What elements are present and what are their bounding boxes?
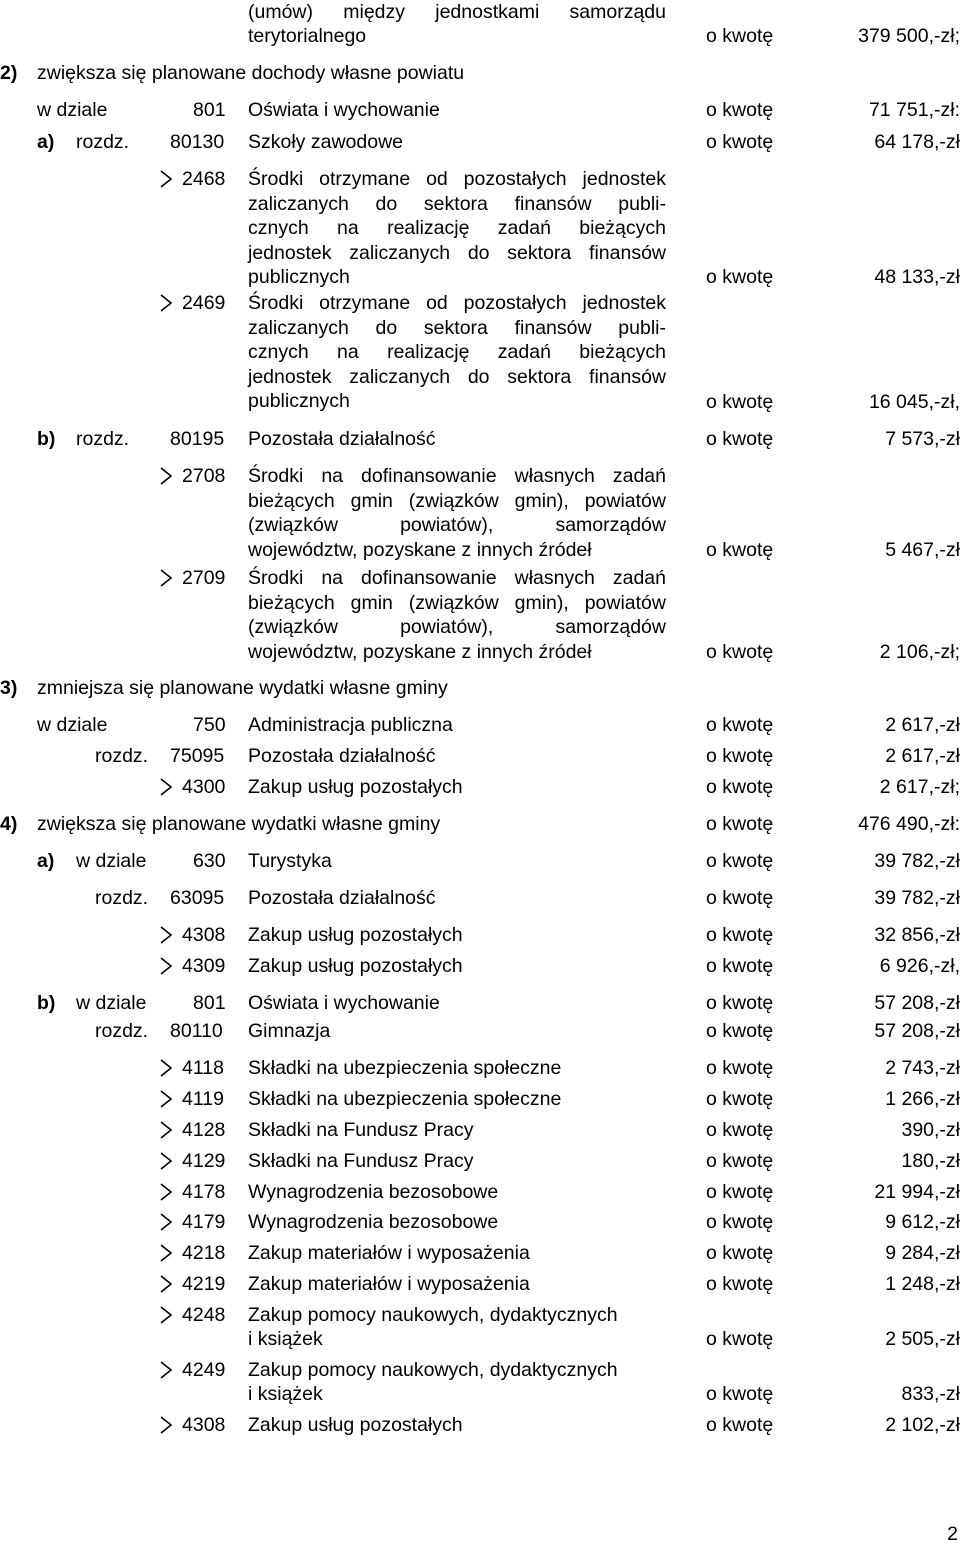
item-name: Zakup usług pozostałych bbox=[248, 955, 463, 977]
item-amount: 9 612,-zł bbox=[885, 1211, 960, 1233]
s2-title: zwiększa się planowane dochody własne powiatu bbox=[37, 62, 465, 84]
item-code: 4309 bbox=[182, 955, 226, 977]
p2709-line: województw, pozyskane z innych źródeł bbox=[248, 640, 592, 663]
p2469-line: publicznych bbox=[248, 390, 350, 413]
p4249-kwota: o kwotę bbox=[706, 1383, 774, 1405]
s2b-kwota: o kwotę bbox=[706, 428, 774, 450]
p4300-kwota: o kwotę bbox=[706, 776, 774, 798]
p4248-amount: 2 505,-zł bbox=[885, 1328, 960, 1350]
p2468-line: Środki otrzymane od pozostałych jednostek bbox=[248, 168, 666, 190]
s2-dzial-amount: 71 751,-zł: bbox=[868, 99, 960, 121]
s4a-amount: 39 782,-zł bbox=[874, 850, 960, 872]
arrow-bullet-icon bbox=[160, 923, 172, 947]
item-amount: 1 248,-zł bbox=[885, 1273, 960, 1295]
s2-dzial-label: w dziale bbox=[37, 99, 108, 121]
s2a-label: a) bbox=[37, 131, 55, 153]
s4b-label: b) bbox=[37, 992, 56, 1014]
item-code: 4219 bbox=[182, 1273, 226, 1295]
item-code: 4218 bbox=[182, 1242, 226, 1264]
s4-title: zwiększa się planowane wydatki własne gminy bbox=[37, 813, 441, 835]
p2708-amount: 5 467,-zł bbox=[885, 539, 960, 561]
p2709-line: Środki na dofinansowanie własnych zadań bbox=[248, 567, 666, 589]
item-amount: 9 284,-zł bbox=[885, 1242, 960, 1264]
arrow-bullet-icon bbox=[160, 1180, 172, 1204]
p2468-line: jednostek zaliczanych do sektora finansów bbox=[248, 241, 666, 264]
s2-dzial-kwota: o kwotę bbox=[706, 99, 774, 121]
item-name: Składki na ubezpieczenia społeczne bbox=[248, 1057, 562, 1079]
s3-title: zmniejsza się planowane wydatki własne gminy bbox=[37, 677, 448, 699]
arrow-bullet-icon bbox=[160, 566, 172, 590]
s3-dzial-code: 750 bbox=[193, 714, 226, 736]
item-amount: 32 856,-zł bbox=[874, 924, 960, 946]
arrow-bullet-icon bbox=[160, 1056, 172, 1080]
s3-dzial-label: w dziale bbox=[37, 714, 108, 736]
item-code: 4119 bbox=[182, 1088, 224, 1110]
s3-dzial-kwota: o kwotę bbox=[706, 714, 774, 736]
p2468-line: publicznych bbox=[248, 266, 350, 289]
arrow-bullet-icon bbox=[160, 1210, 172, 1234]
s2-dzial-name: Oświata i wychowanie bbox=[248, 99, 440, 121]
s4b-rozdz-label: rozdz. bbox=[95, 1020, 149, 1042]
p2708-line: Środki na dofinansowanie własnych zadań bbox=[248, 465, 666, 487]
item-kwota: o kwotę bbox=[706, 1273, 774, 1295]
item-name: Składki na Fundusz Pracy bbox=[248, 1119, 474, 1141]
p4308b-kwota: o kwotę bbox=[706, 1414, 774, 1436]
arrow-bullet-icon bbox=[160, 1087, 172, 1111]
s3-rozdz-code: 75095 bbox=[170, 745, 225, 767]
top-line-2: terytorialnego bbox=[248, 25, 367, 47]
p2468-code: 2468 bbox=[182, 168, 226, 190]
arrow-bullet-icon bbox=[160, 1272, 172, 1296]
item-name: Zakup materiałów i wyposażenia bbox=[248, 1242, 530, 1264]
arrow-bullet-icon bbox=[160, 1241, 172, 1265]
arrow-bullet-icon bbox=[160, 1303, 172, 1327]
s4a-code: 630 bbox=[193, 850, 226, 872]
item-name: Wynagrodzenia bezosobowe bbox=[248, 1211, 499, 1233]
s2a-rozdz: rozdz. bbox=[76, 131, 130, 153]
p2708-line: (związków powiatów), samorządów bbox=[248, 514, 666, 537]
p4248-code: 4248 bbox=[182, 1304, 226, 1326]
s3-dzial-name: Administracja publiczna bbox=[248, 714, 453, 736]
item-kwota: o kwotę bbox=[706, 1181, 774, 1203]
p2709-line: (związków powiatów), samorządów bbox=[248, 616, 666, 639]
p4308b-amount: 2 102,-zł bbox=[885, 1414, 960, 1436]
s4b-rozdz-amount: 57 208,-zł bbox=[874, 1020, 960, 1042]
item-kwota: o kwotę bbox=[706, 1150, 774, 1172]
s4a-rozdz-name: Pozostała działalność bbox=[248, 887, 436, 909]
s4b-dzial: w dziale bbox=[76, 992, 147, 1014]
page-number: 2 bbox=[947, 1523, 958, 1545]
p2469-line: zaliczanych do sektora finansów publi- bbox=[248, 316, 666, 339]
s4b-rozdz-code: 80110 bbox=[170, 1020, 223, 1042]
item-amount: 1 266,-zł bbox=[885, 1088, 960, 1110]
s4-amount: 476 490,-zł: bbox=[858, 813, 960, 835]
p2468-line: cznych na realizację zadań bieżących bbox=[248, 217, 666, 240]
item-amount: 180,-zł bbox=[901, 1150, 960, 1172]
p2469-line: jednostek zaliczanych do sektora finansów bbox=[248, 365, 666, 388]
p4300-code: 4300 bbox=[182, 776, 226, 798]
p2709-kwota: o kwotę bbox=[706, 641, 774, 663]
s2b-amount: 7 573,-zł bbox=[885, 428, 960, 450]
p2468-line: zaliczanych do sektora finansów publi- bbox=[248, 192, 666, 215]
s4a-rozdz-amount: 39 782,-zł bbox=[874, 887, 960, 909]
p2469-line: Środki otrzymane od pozostałych jednostek bbox=[248, 292, 666, 314]
p2469-text bbox=[248, 291, 666, 414]
s4a-dzial: w dziale bbox=[76, 850, 147, 872]
arrow-bullet-icon bbox=[160, 954, 172, 978]
item-amount: 21 994,-zł bbox=[874, 1181, 960, 1203]
s2-number: 2) bbox=[0, 62, 18, 84]
p4308b-code: 4308 bbox=[182, 1414, 226, 1436]
s2a-amount: 64 178,-zł bbox=[874, 131, 960, 153]
s4a-rozdz-kwota: o kwotę bbox=[706, 887, 774, 909]
p4248-kwota: o kwotę bbox=[706, 1328, 774, 1350]
top-line-1: (umów) między jednostkami samorządu bbox=[248, 1, 666, 23]
arrow-bullet-icon bbox=[160, 464, 172, 488]
p4249-code: 4249 bbox=[182, 1359, 226, 1381]
s2a-code: 80130 bbox=[170, 131, 225, 153]
item-name: Zakup materiałów i wyposażenia bbox=[248, 1273, 530, 1295]
item-name: Składki na Fundusz Pracy bbox=[248, 1150, 474, 1172]
p2468-text bbox=[248, 167, 666, 290]
top-kwota-label: o kwotę bbox=[706, 25, 774, 47]
item-code: 4118 bbox=[182, 1057, 224, 1079]
arrow-bullet-icon bbox=[160, 1358, 172, 1382]
s3-rozdz-amount: 2 617,-zł bbox=[885, 745, 960, 767]
p4300-amount: 2 617,-zł; bbox=[879, 776, 960, 798]
s4b-kwota: o kwotę bbox=[706, 992, 774, 1014]
s4-number: 4) bbox=[0, 813, 18, 835]
item-kwota: o kwotę bbox=[706, 1119, 774, 1141]
p4300-name: Zakup usług pozostałych bbox=[248, 776, 463, 798]
item-kwota: o kwotę bbox=[706, 1242, 774, 1264]
s4b-name: Oświata i wychowanie bbox=[248, 992, 440, 1014]
item-kwota: o kwotę bbox=[706, 955, 774, 977]
s3-number: 3) bbox=[0, 677, 18, 699]
p4249-line-1: Zakup pomocy naukowych, dydaktycznych bbox=[248, 1359, 618, 1381]
s2a-name: Szkoły zawodowe bbox=[248, 131, 403, 153]
item-kwota: o kwotę bbox=[706, 924, 774, 946]
p2709-text bbox=[248, 566, 666, 664]
item-name: Składki na ubezpieczenia społeczne bbox=[248, 1088, 562, 1110]
s4a-rozdz-code: 63095 bbox=[170, 887, 225, 909]
p2708-line: województw, pozyskane z innych źródeł bbox=[248, 538, 592, 561]
p4249-amount: 833,-zł bbox=[901, 1383, 960, 1405]
item-kwota: o kwotę bbox=[706, 1057, 774, 1079]
s3-rozdz-kwota: o kwotę bbox=[706, 745, 774, 767]
top-amount: 379 500,-zł; bbox=[858, 25, 960, 47]
item-amount: 2 743,-zł bbox=[885, 1057, 960, 1079]
s3-rozdz-name: Pozostała działalność bbox=[248, 745, 436, 767]
item-code: 4308 bbox=[182, 924, 226, 946]
p2708-code: 2708 bbox=[182, 465, 226, 487]
s3-rozdz-label: rozdz. bbox=[95, 745, 149, 767]
p4248-line-2: i książek bbox=[248, 1328, 323, 1350]
s4a-label: a) bbox=[37, 850, 55, 872]
arrow-bullet-icon bbox=[160, 1149, 172, 1173]
p4248-line-1: Zakup pomocy naukowych, dydaktycznych bbox=[248, 1304, 618, 1326]
item-amount: 6 926,-zł, bbox=[879, 955, 960, 977]
p2469-amount: 16 045,-zł, bbox=[868, 391, 960, 413]
s2b-rozdz: rozdz. bbox=[76, 428, 130, 450]
s4b-code: 801 bbox=[193, 992, 226, 1014]
arrow-bullet-icon bbox=[160, 167, 172, 191]
arrow-bullet-icon bbox=[160, 775, 172, 799]
p2469-code: 2469 bbox=[182, 292, 226, 314]
item-kwota: o kwotę bbox=[706, 1211, 774, 1233]
s4b-amount: 57 208,-zł bbox=[874, 992, 960, 1014]
item-kwota: o kwotę bbox=[706, 1088, 774, 1110]
s4b-rozdz-kwota: o kwotę bbox=[706, 1020, 774, 1042]
item-code: 4178 bbox=[182, 1181, 226, 1203]
p2468-amount: 48 133,-zł bbox=[874, 266, 960, 288]
s2b-name: Pozostała działalność bbox=[248, 428, 436, 450]
p2708-line: bieżących gmin (związków gmin), powiatów bbox=[248, 489, 666, 512]
arrow-bullet-icon bbox=[160, 1413, 172, 1437]
p2708-kwota: o kwotę bbox=[706, 539, 774, 561]
p4249-line-2: i książek bbox=[248, 1383, 323, 1405]
p2709-line: bieżących gmin (związków gmin), powiatów bbox=[248, 591, 666, 614]
arrow-bullet-icon bbox=[160, 291, 172, 315]
s2-dzial-code: 801 bbox=[193, 99, 226, 121]
s4a-rozdz-label: rozdz. bbox=[95, 887, 149, 909]
s3-dzial-amount: 2 617,-zł bbox=[885, 714, 960, 736]
p2468-kwota: o kwotę bbox=[706, 266, 774, 288]
item-name: Zakup usług pozostałych bbox=[248, 924, 463, 946]
item-amount: 390,-zł bbox=[901, 1119, 960, 1141]
s4a-name: Turystyka bbox=[248, 850, 332, 872]
item-code: 4179 bbox=[182, 1211, 226, 1233]
s4-kwota: o kwotę bbox=[706, 813, 774, 835]
item-code: 4128 bbox=[182, 1119, 226, 1141]
arrow-bullet-icon bbox=[160, 1118, 172, 1142]
p2709-code: 2709 bbox=[182, 567, 226, 589]
s2b-code: 80195 bbox=[170, 428, 225, 450]
s2a-kwota: o kwotę bbox=[706, 131, 774, 153]
s4b-rozdz-name: Gimnazja bbox=[248, 1020, 331, 1042]
p2708-text bbox=[248, 464, 666, 562]
item-name: Wynagrodzenia bezosobowe bbox=[248, 1181, 499, 1203]
p2469-line: cznych na realizację zadań bieżących bbox=[248, 341, 666, 364]
s2b-label: b) bbox=[37, 428, 56, 450]
p2709-amount: 2 106,-zł; bbox=[879, 641, 960, 663]
item-code: 4129 bbox=[182, 1150, 226, 1172]
s4a-kwota: o kwotę bbox=[706, 850, 774, 872]
p4308b-name: Zakup usług pozostałych bbox=[248, 1414, 463, 1436]
p2469-kwota: o kwotę bbox=[706, 391, 774, 413]
top-paragraph bbox=[248, 0, 666, 25]
